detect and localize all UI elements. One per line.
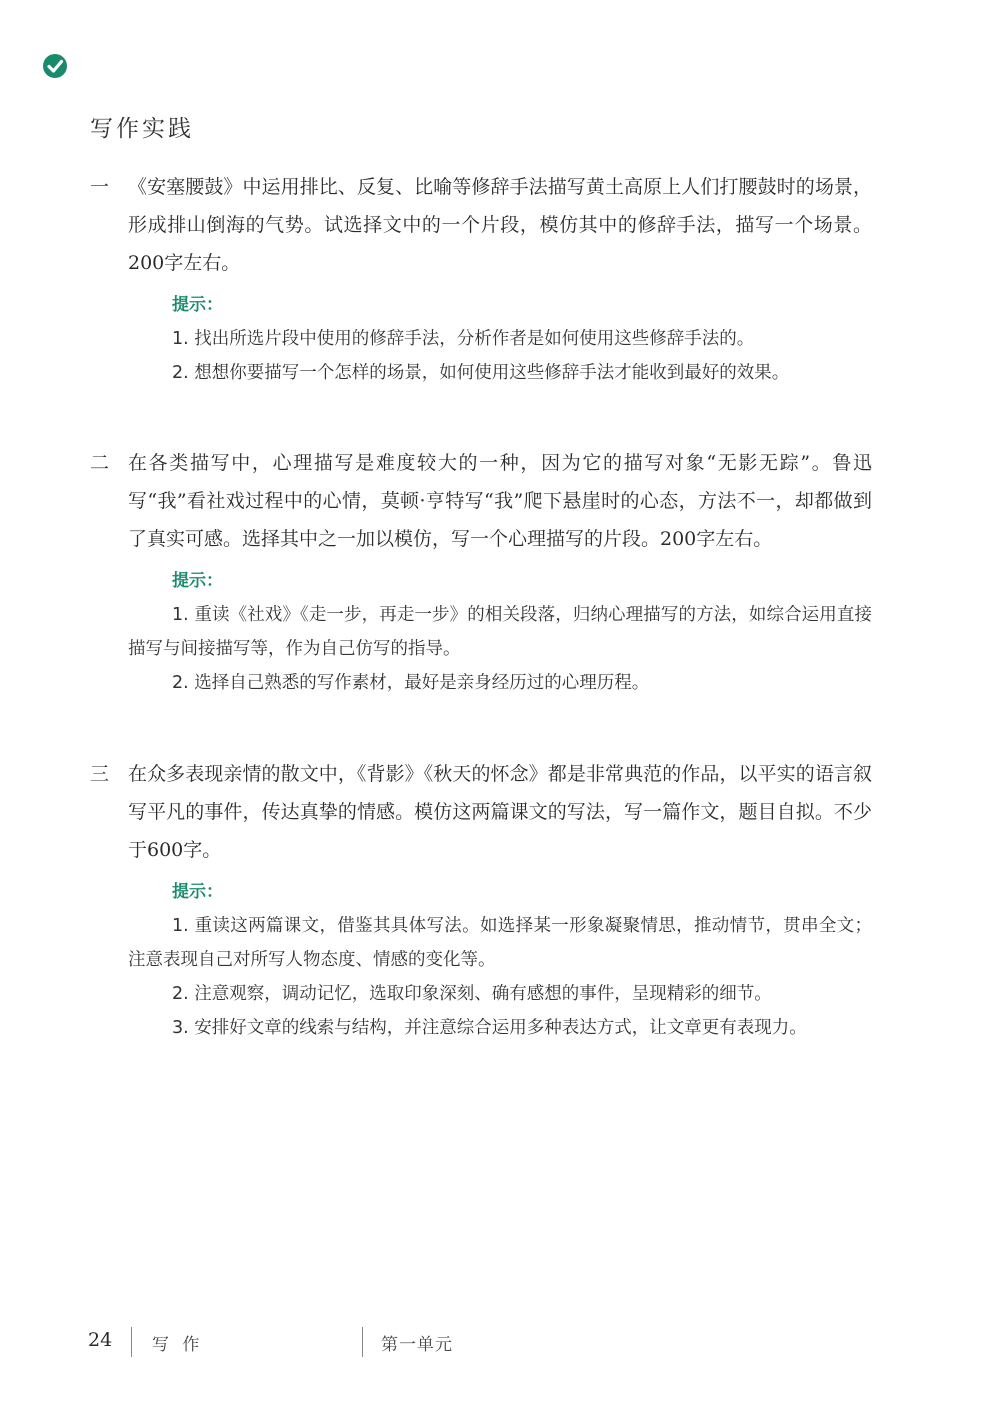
green-leaf-check-icon <box>42 53 68 79</box>
tip-item: 2. 注意观察，调动记忆，选取印象深刻、确有感想的事件，呈现精彩的细节。 <box>172 984 772 1004</box>
tip-item: 2. 想想你要描写一个怎样的场景，如何使用这些修辞手法才能收到最好的效果。 <box>172 363 790 383</box>
tip-item: 1. 重读《社戏》《走一步，再走一步》的相关段落，归纳心理描写的方法，如综合运用直接描写与间接描写等，作为自己仿写的指导。 <box>128 605 872 659</box>
footer-divider <box>362 1327 363 1357</box>
section-title: 写作实践 <box>90 116 194 142</box>
exercise-text: 《安塞腰鼓》中运用排比、反复、比喻等修辞手法描写黄土高原上人们打腰鼓时的场景，形成排山倒海的气势。试选择文中的一个片段，模仿其中的修辞手法，描写一个场景。200字左右。 <box>128 176 872 274</box>
exercise-text: 在众多表现亲情的散文中，《背影》《秋天的怀念》都是非常典范的作品，以平实的语言叙写平凡的事件，传达真挚的情感。模仿这两篇课文的写法，写一篇作文，题目自拟。不少于600字。 <box>128 763 872 861</box>
page-footer <box>0 1325 1000 1361</box>
page-number: 24 <box>88 1329 113 1351</box>
tip-label: 提示： <box>172 882 223 902</box>
tip-label: 提示： <box>172 571 223 591</box>
tip-label: 提示： <box>172 295 223 315</box>
footer-unit: 第一单元 <box>381 1335 453 1355</box>
exercise-number: 三 <box>90 763 110 785</box>
tip-item: 2. 选择自己熟悉的写作素材，最好是亲身经历过的心理历程。 <box>172 673 650 693</box>
tip-item: 1. 重读这两篇课文，借鉴其具体写法。如选择某一形象凝聚情思，推动情节，贯串全文；注意表现自己对所写人物态度、情感的变化等。 <box>128 916 872 970</box>
exercise-3 <box>90 755 872 1045</box>
exercise-2 <box>90 444 872 700</box>
exercise-number: 一 <box>90 176 110 198</box>
exercise-text: 在各类描写中，心理描写是难度较大的一种，因为它的描写对象“无影无踪”。鲁迅写“我”看社戏过程中的心情，莫顿·亨特写“我”爬下悬崖时的心态，方法不一，却都做到了真实可感。选择其中之一加以模仿，写一个心理描写的片段。200字左右。 <box>128 452 872 550</box>
tip-item: 1. 找出所选片段中使用的修辞手法，分析作者是如何使用这些修辞手法的。 <box>172 329 755 349</box>
exercise-number: 二 <box>90 452 110 474</box>
footer-section: 写 作 <box>152 1335 204 1355</box>
tip-item: 3. 安排好文章的线索与结构，并注意综合运用多种表达方式，让文章更有表现力。 <box>172 1018 807 1038</box>
footer-divider <box>131 1327 132 1357</box>
exercise-1 <box>90 168 872 390</box>
